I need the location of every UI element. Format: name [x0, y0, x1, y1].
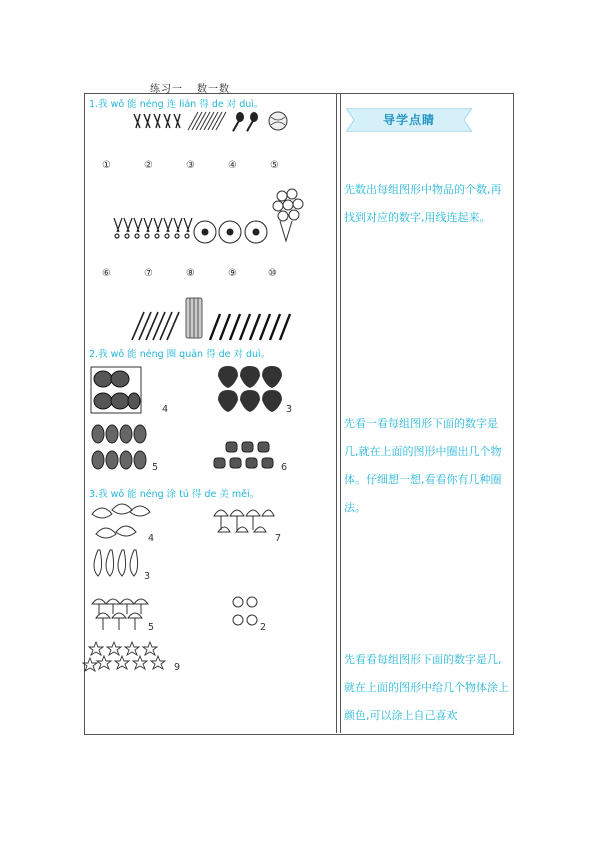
- q1-bottom-pictures: [130, 296, 300, 344]
- pens-left: [132, 312, 179, 340]
- bulbs-outline: [230, 594, 267, 634]
- number-2: ②: [144, 160, 153, 171]
- question-2: 2.我 wǒ 能 néng 圈 quān 得 de 对 duì。: [89, 349, 271, 360]
- pens-right: [210, 314, 290, 340]
- number-10: ⑩: [268, 268, 277, 279]
- q3-count-6: 9: [174, 662, 181, 673]
- scissors-group: [134, 114, 180, 128]
- q3-count-5: 2: [260, 622, 267, 633]
- q3-count-3: 3: [144, 571, 151, 582]
- q1-top-pictures: [130, 108, 300, 136]
- soccer-balls: [194, 221, 267, 243]
- number-4: ④: [228, 160, 237, 171]
- q2-count-watermelon: 4: [162, 404, 169, 415]
- tips-heading-text: 导学点睛: [382, 113, 435, 127]
- number-7: ⑦: [144, 268, 153, 279]
- tip-2: 先看一看每组图形下面的数字是几,就在上面的图形中圈出几个物体。仔细想一想,看看你有几种圈法。: [344, 417, 502, 514]
- column-divider-inner: [340, 93, 341, 733]
- stars-outline: [88, 640, 176, 672]
- mushrooms-outline: [212, 502, 276, 542]
- rackets-group: [232, 112, 258, 132]
- watermelons: [90, 366, 142, 414]
- number-8: ⑧: [186, 268, 195, 279]
- q2-count-pineapple: 5: [152, 462, 159, 473]
- q3-count-4: 5: [148, 622, 155, 633]
- column-divider: [336, 93, 337, 733]
- tip-3: 先看看每组图形下面的数字是几,就在上面的图形中给几个物体涂上颜色,可以涂上自己喜欢: [344, 653, 509, 722]
- number-3: ③: [186, 160, 195, 171]
- exercise-label: 练习一: [150, 84, 183, 95]
- question-3: 3.我 wǒ 能 néng 涂 tú 得 de 美 měi。: [89, 489, 260, 500]
- umbrellas-outline: [90, 594, 150, 634]
- pineapples: [90, 420, 150, 472]
- q2-count-strawberry: 3: [286, 404, 293, 415]
- bundle: [186, 298, 202, 338]
- number-1: ①: [102, 160, 111, 171]
- exercise-topic: 数一数: [197, 84, 230, 95]
- tips-heading: [346, 108, 472, 132]
- pencils-group: [188, 112, 226, 130]
- q2-count-cake: 6: [281, 462, 288, 473]
- strawberries: [220, 362, 286, 414]
- number-6: ⑥: [102, 268, 111, 279]
- q3-count-1: 4: [148, 533, 155, 544]
- leaves-outline: [90, 500, 155, 544]
- tip-1: 先数出每组图形中物品的个数,再找到对应的数字,用线连起来。: [344, 183, 502, 224]
- cakes: [212, 440, 282, 472]
- q1-middle-pictures: [112, 186, 312, 250]
- number-5: ⑤: [270, 160, 279, 171]
- question-1: 1.我 wǒ 能 néng 连 lián 得 de 对 duì。: [89, 99, 264, 110]
- balloons: [273, 189, 303, 241]
- q3-count-2: 7: [275, 533, 282, 544]
- eggplants-outline: [90, 544, 146, 584]
- number-9: ⑨: [228, 268, 237, 279]
- ball-group: [269, 112, 287, 130]
- scissors-row: [114, 218, 192, 238]
